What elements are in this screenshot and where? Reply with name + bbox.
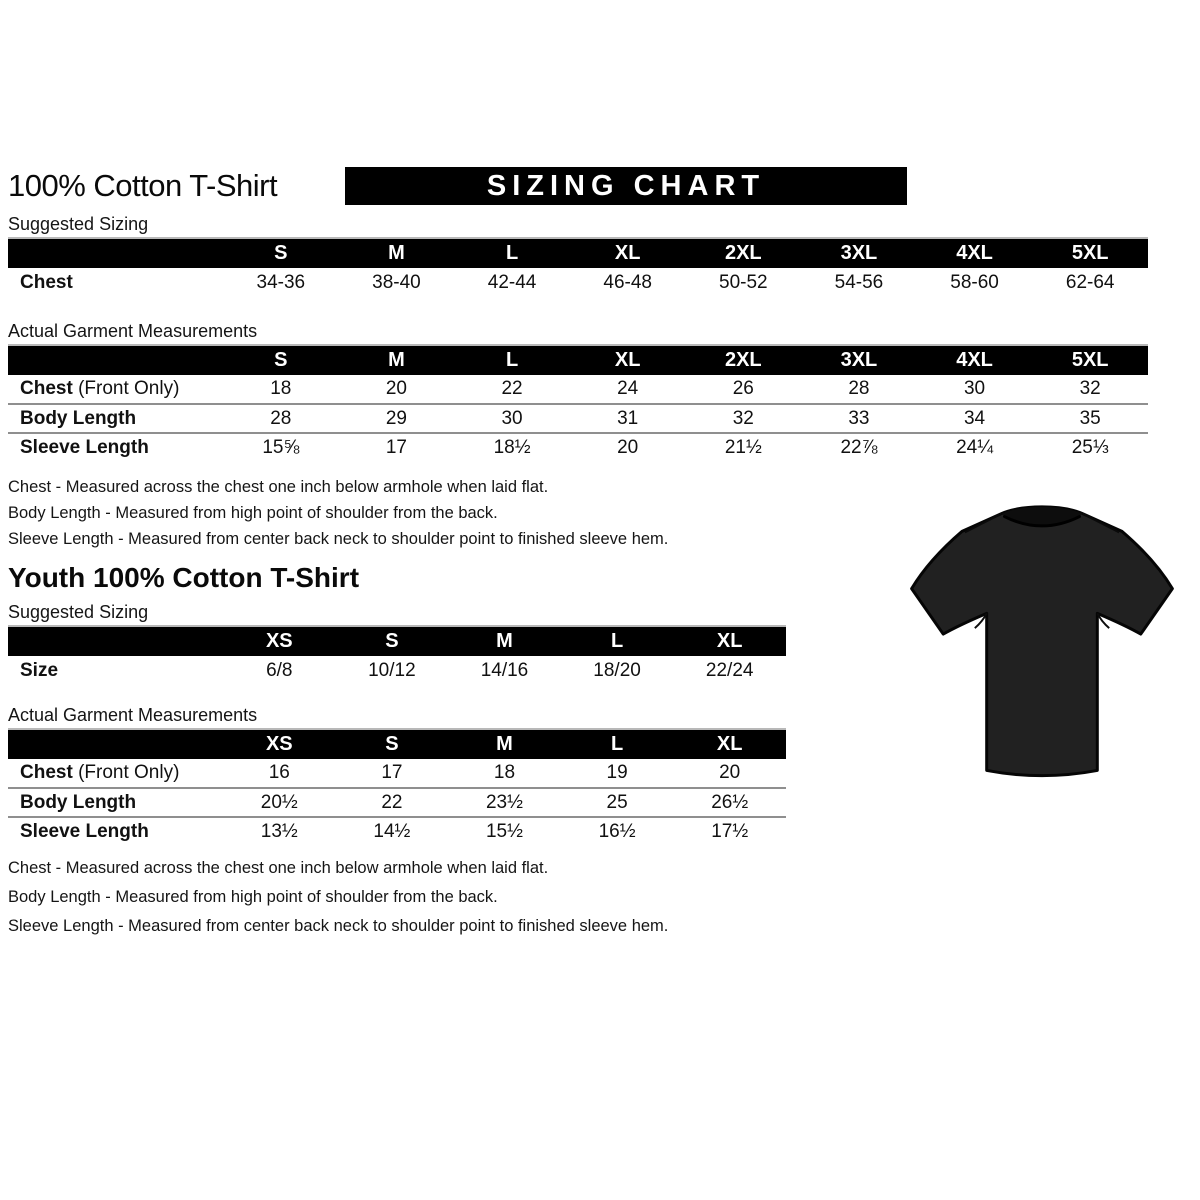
row-label: Sleeve Length — [8, 433, 223, 462]
size-value-cell: 31 — [570, 404, 686, 433]
size-value-cell: 34 — [917, 404, 1033, 433]
measurement-row — [8, 268, 1148, 297]
size-value-cell: 18 — [493, 762, 516, 783]
note-line: Sleeve Length - Measured from center back neck to shoulder point to finished sleeve hem. — [8, 917, 669, 935]
youth-suggested-section-label: Suggested Sizing — [8, 602, 149, 622]
size-column-header: 5XL — [1032, 345, 1148, 375]
adult-actual-section-label: Actual Garment Measurements — [8, 321, 258, 341]
sizing-chart-banner: SIZING CHART — [345, 167, 907, 205]
row-label: Body Length — [8, 788, 223, 817]
size-value-cell: 32 — [686, 404, 802, 433]
size-value-cell: 24¼ — [917, 433, 1033, 462]
tshirt-graphic — [893, 478, 1191, 804]
size-value-cell: 32 — [1079, 378, 1101, 399]
size-value-cell: 33 — [801, 404, 917, 433]
measurement-row — [8, 404, 1148, 433]
size-column-header: XL — [673, 729, 786, 759]
size-column-header: XL — [570, 238, 686, 268]
size-column-header: 5XL — [1032, 238, 1148, 268]
size-value-cell: 25 — [561, 788, 674, 817]
size-column-header: XL — [570, 345, 686, 375]
size-value-cell: 23½ — [448, 788, 561, 817]
note-line: Body Length - Measured from high point of shoulder from the back. — [8, 888, 498, 906]
size-value-cell: 24 — [617, 378, 639, 399]
size-value-cell: 15⅝ — [223, 433, 339, 462]
size-column-header: S — [336, 729, 449, 759]
adult-suggested-section-label: Suggested Sizing — [8, 214, 149, 234]
row-label: Sleeve Length — [8, 817, 223, 846]
row-label: Chest (Front Only) — [20, 762, 180, 783]
row-label: Chest — [20, 271, 73, 293]
size-value-cell: 10/12 — [368, 659, 416, 681]
row-label: Size — [20, 659, 59, 681]
page-title: 100% Cotton T-Shirt — [8, 168, 278, 203]
size-value-cell: 22⅞ — [801, 433, 917, 462]
size-column-header: 4XL — [917, 345, 1033, 375]
size-value-cell: 28 — [223, 404, 339, 433]
size-column-header: S — [223, 345, 339, 375]
note-line: Chest - Measured across the chest one inch below armhole when laid flat. — [8, 859, 549, 877]
size-value-cell: 30 — [454, 404, 570, 433]
table-corner-cell — [8, 345, 223, 375]
adult-suggested-table — [8, 237, 1148, 297]
youth-suggested-table — [8, 625, 786, 685]
size-value-cell: 62-64 — [1065, 271, 1115, 293]
size-value-cell: 6/8 — [266, 659, 293, 681]
size-column-header: M — [339, 345, 455, 375]
size-column-header: 4XL — [917, 238, 1033, 268]
size-column-header: 2XL — [686, 238, 802, 268]
size-header-row — [8, 238, 1148, 268]
size-column-header: 3XL — [801, 345, 917, 375]
size-value-cell: 26 — [732, 378, 754, 399]
note-line: Chest - Measured across the chest one inch below armhole when laid flat. — [8, 478, 549, 496]
table-corner-cell — [8, 626, 223, 656]
size-value-cell: 22/24 — [705, 659, 754, 681]
size-value-cell: 22 — [336, 788, 449, 817]
size-value-cell: 58-60 — [950, 271, 999, 293]
note-line: Body Length - Measured from high point of shoulder from the back. — [8, 504, 498, 522]
row-label: Body Length — [8, 404, 223, 433]
size-column-header: XL — [673, 626, 786, 656]
size-header-row — [8, 345, 1148, 375]
size-value-cell: 46-48 — [603, 271, 652, 293]
youth-title: Youth 100% Cotton T-Shirt — [8, 562, 360, 593]
size-value-cell: 50-52 — [719, 271, 768, 293]
header-row — [8, 167, 1148, 205]
measurement-row — [8, 375, 1148, 404]
size-value-cell: 16½ — [561, 817, 674, 846]
size-value-cell: 13½ — [223, 817, 336, 846]
size-value-cell: 21½ — [686, 433, 802, 462]
measurement-row — [8, 817, 786, 846]
size-value-cell: 17½ — [673, 817, 786, 846]
size-column-header: M — [448, 626, 561, 656]
size-value-cell: 19 — [606, 762, 628, 783]
tshirt-image — [893, 478, 1191, 804]
youth-measurement-notes — [8, 854, 1200, 941]
size-value-cell: 20 — [385, 378, 407, 399]
size-header-row — [8, 729, 786, 759]
size-value-cell: 25⅓ — [1032, 433, 1148, 462]
size-value-cell: 14/16 — [480, 659, 529, 681]
size-column-header: M — [448, 729, 561, 759]
size-column-header: 2XL — [686, 345, 802, 375]
size-column-header: L — [561, 729, 674, 759]
table-corner-cell — [8, 238, 223, 268]
size-value-cell: 35 — [1032, 404, 1148, 433]
measurement-row — [8, 433, 1148, 462]
size-value-cell: 14½ — [336, 817, 449, 846]
table-corner-cell — [8, 729, 223, 759]
size-value-cell: 38-40 — [372, 271, 421, 293]
size-value-cell: 20 — [570, 433, 686, 462]
measurement-row — [8, 759, 786, 788]
measurement-row — [8, 656, 786, 685]
size-value-cell: 34-36 — [256, 271, 306, 293]
size-value-cell: 22 — [501, 378, 523, 399]
note-line: Sleeve Length - Measured from center back neck to shoulder point to finished sleeve hem. — [8, 530, 669, 548]
size-value-cell: 18 — [270, 378, 292, 399]
size-column-header: 3XL — [801, 238, 917, 268]
size-column-header: L — [454, 345, 570, 375]
row-label: Chest (Front Only) — [20, 378, 180, 399]
size-value-cell: 29 — [339, 404, 455, 433]
size-value-cell: 18/20 — [593, 659, 641, 681]
size-column-header: L — [454, 238, 570, 268]
size-column-header: L — [561, 626, 674, 656]
size-column-header: S — [223, 238, 339, 268]
size-value-cell: 17 — [339, 433, 455, 462]
size-column-header: XS — [223, 626, 336, 656]
size-value-cell: 28 — [848, 378, 870, 399]
size-value-cell: 30 — [963, 378, 986, 399]
size-value-cell: 15½ — [448, 817, 561, 846]
youth-actual-section-label: Actual Garment Measurements — [8, 705, 258, 725]
measurement-row — [8, 788, 786, 817]
size-column-header: M — [339, 238, 455, 268]
size-value-cell: 17 — [381, 762, 403, 783]
size-value-cell: 26½ — [673, 788, 786, 817]
size-value-cell: 54-56 — [834, 271, 884, 293]
size-value-cell: 18½ — [454, 433, 570, 462]
youth-actual-table — [8, 728, 786, 846]
size-value-cell: 42-44 — [487, 271, 537, 293]
size-value-cell: 20½ — [223, 788, 336, 817]
size-header-row — [8, 626, 786, 656]
size-value-cell: 20 — [719, 762, 741, 783]
size-column-header: S — [336, 626, 449, 656]
size-value-cell: 16 — [268, 762, 290, 783]
adult-actual-table — [8, 344, 1148, 462]
size-column-header: XS — [223, 729, 336, 759]
